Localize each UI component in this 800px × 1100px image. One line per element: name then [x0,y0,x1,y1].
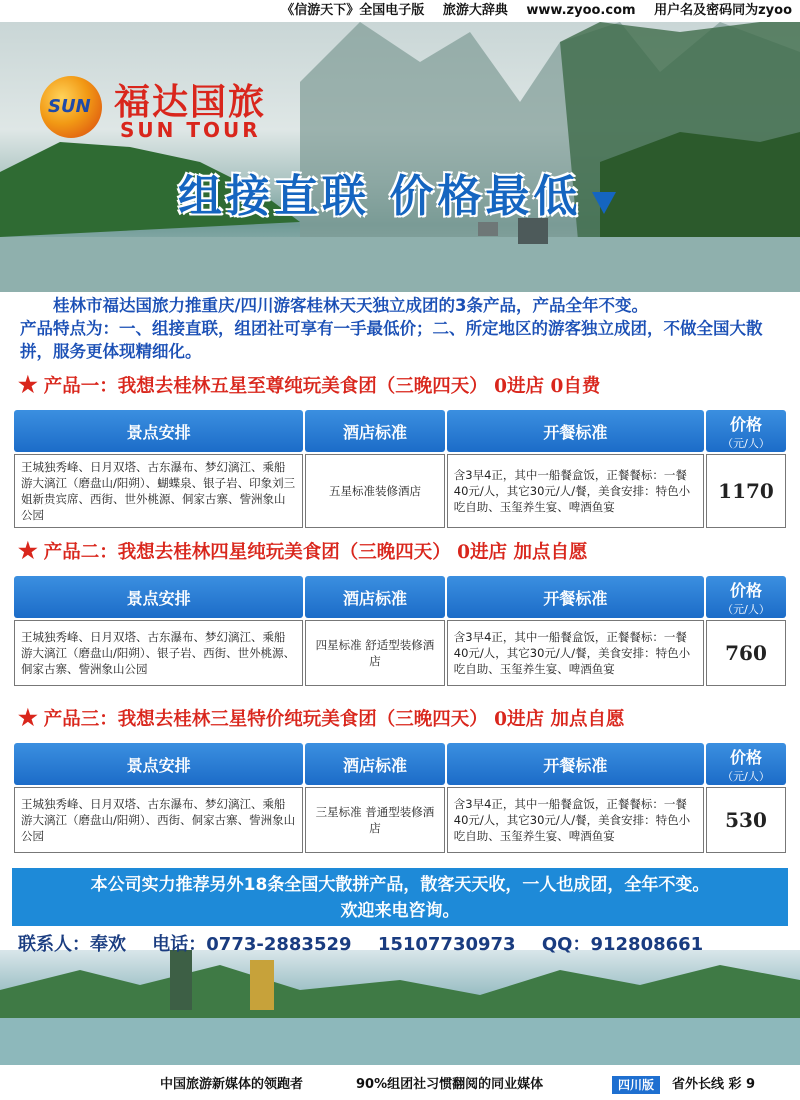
table-header-row [14,576,786,618]
header-meals: 开餐标准 [447,576,704,618]
hotel-cell: 五星标准装修酒店 [305,454,445,528]
contact-person: 联系人：奉欢 [18,934,126,955]
section-page-label: 省外长线 彩 9 [672,1077,756,1092]
bottom-landscape-image [0,950,800,1065]
meals-cell: 含3早4正，其中一船餐盒饭，正餐餐标：一餐40元/人，其它30元/人/餐，美食安排：特色小吃自助、玉玺养生宴、啤酒鱼宴 [447,454,704,528]
intro-text [20,294,784,363]
contact-phone[interactable]: 电话：0773-2883529 [152,934,352,955]
footer-slogan-1: 中国旅游新媒体的领跑者 [160,1077,304,1092]
contact-qq[interactable]: QQ：912808661 [541,934,704,955]
login-hint: 用户名及密码同为zyoo [654,3,792,18]
intro-line-2: 产品特点为：一、组接直联，组团社可享有一手最低价；二、所定地区的游客独立成团，不做全国大散拼，服务更体现精细化。 [20,319,763,361]
edition-badge: 四川版 [612,1076,660,1094]
table-row [14,454,786,528]
promo-banner [12,868,788,926]
landscape-illustration [0,22,800,292]
header-hotel: 酒店标准 [305,576,445,618]
company-name-en: SUN TOUR [120,118,261,142]
table-header-row [14,410,786,452]
product-1-title-text: 产品一：我想去桂林五星至尊纯玩美食团（三晚四天） 0进店 0自费 [43,376,601,397]
header-spots: 景点安排 [14,576,303,618]
pagoda-landscape-illustration [0,950,800,1065]
product-1-title [18,372,600,398]
header-price: 价格 （元/人） [706,410,786,452]
header-hotel: 酒店标准 [305,743,445,785]
top-banner [0,0,800,22]
promo-line-2: 欢迎来电咨询。 [340,901,460,921]
header-price: 价格 （元/人） [706,576,786,618]
table-row [14,620,786,686]
product-3-title-text: 产品三：我想去桂林三星特价纯玩美食团（三晚四天） 0进店 加点自愿 [43,709,625,730]
intro-line-1: 桂林市福达国旅力推重庆/四川游客桂林天天独立成团的3条产品，产品全年不变。 [53,296,649,315]
product-2-title [18,538,588,564]
header-spots: 景点安排 [14,743,303,785]
star-icon: ★ [18,372,38,398]
product-3-title [18,705,625,731]
hero-image [0,22,800,292]
footer-slogan-2: 90%组团社习惯翻阅的同业媒体 [356,1077,544,1092]
slogan: 组接直联 价格最低 [178,171,582,222]
product-3-table [12,741,788,855]
down-arrow-icon [592,192,616,214]
spots-cell: 王城独秀峰、日月双塔、古东瀑布、梦幻漓江、乘船游大漓江（磨盘山/阳朔）、蝴蝶泉、银子岩、印象刘三姐新贵宾席、西街、世外桃源、侗家古寨、訾洲象山公园 [14,454,303,528]
promo-line-1: 本公司实力推荐另外18条全国大散拼产品，散客天天收，一人也成团，全年不变。 [90,875,710,895]
logo-mark: SUN [48,96,91,117]
star-icon: ★ [18,538,38,564]
price-cell: 1170 [706,454,786,528]
product-1-table [12,408,788,530]
spots-cell: 王城独秀峰、日月双塔、古东瀑布、梦幻漓江、乘船游大漓江（磨盘山/阳朔）、西街、侗家古寨、訾洲象山公园 [14,787,303,853]
product-2-title-text: 产品二：我想去桂林四星纯玩美食团（三晚四天） 0进店 加点自愿 [43,542,588,563]
contact-info [18,930,788,956]
website-link[interactable]: www.zyoo.com [526,3,636,18]
header-meals: 开餐标准 [447,410,704,452]
price-cell: 530 [706,787,786,853]
sun-logo-icon [40,76,102,138]
price-cell: 760 [706,620,786,686]
header-meals: 开餐标准 [447,743,704,785]
meals-cell: 含3早4正，其中一船餐盒饭，正餐餐标：一餐40元/人，其它30元/人/餐，美食安排：特色小吃自助、玉玺养生宴、啤酒鱼宴 [447,787,704,853]
company-name-cn: 福达国旅 [114,82,267,123]
page-footer [0,1070,800,1100]
table-header-row [14,743,786,785]
header-price: 价格 （元/人） [706,743,786,785]
meals-cell: 含3早4正，其中一船餐盒饭，正餐餐标：一餐40元/人，其它30元/人/餐，美食安排：特色小吃自助、玉玺养生宴、啤酒鱼宴 [447,620,704,686]
star-icon: ★ [18,705,38,731]
header-spots: 景点安排 [14,410,303,452]
hotel-cell: 四星标准 舒适型装修酒店 [305,620,445,686]
dictionary-label: 旅游大辞典 [442,3,508,18]
company-logo [40,72,340,152]
hotel-cell: 三星标准 普通型装修酒店 [305,787,445,853]
table-row [14,787,786,853]
publication-name: 《信游天下》全国电子版 [281,3,425,18]
product-2-table [12,574,788,688]
header-hotel: 酒店标准 [305,410,445,452]
contact-mobile[interactable]: 15107730973 [377,934,516,955]
spots-cell: 王城独秀峰、日月双塔、古东瀑布、梦幻漓江、乘船游大漓江（磨盘山/阳朔）、银子岩、西街、世外桃源、侗家古寨、訾洲象山公园 [14,620,303,686]
